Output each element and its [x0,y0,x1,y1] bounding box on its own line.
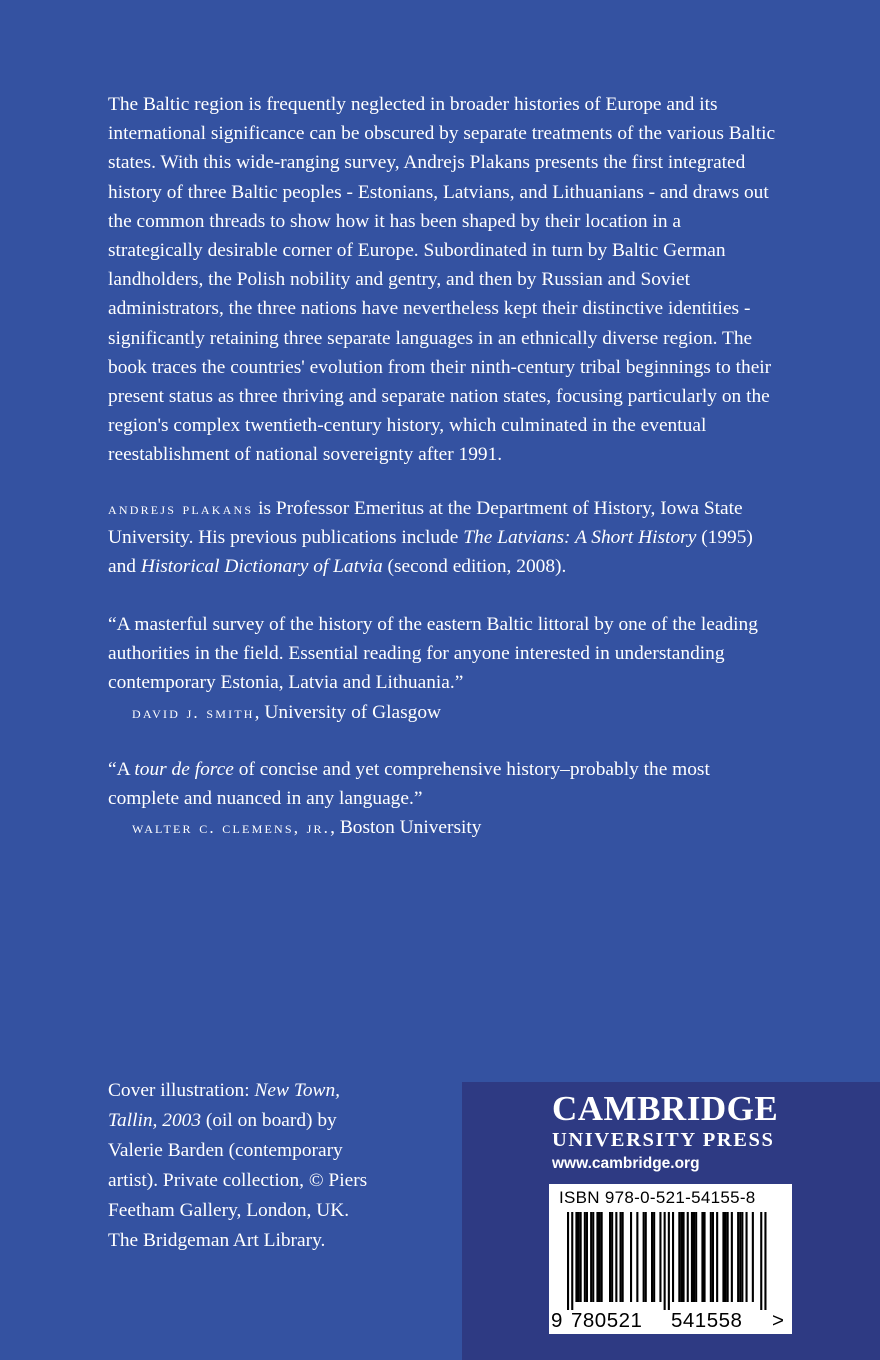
barcode-bar [739,1212,741,1302]
quote-text [108,755,780,813]
cover-credit [108,1076,368,1256]
bio-text-1: is Professor Emeritus at the Department of History, Iowa State University. His previous publications include [108,498,743,549]
barcode-bar [611,1212,613,1302]
barcode-lead-digit: 9 [551,1309,563,1332]
barcode-bar [586,1212,588,1302]
barcode-bar [668,1212,670,1310]
credit-artwork-title: New Town, Tallin, 2003 [108,1080,340,1131]
barcode-bars [549,1212,792,1310]
publisher-url: www.cambridge.org [552,1155,700,1172]
review-quote-1 [108,610,780,727]
publisher-panel [462,1082,880,1360]
barcode-bar [643,1212,645,1302]
quote-text: “A masterful survey of the history of the eastern Baltic littoral by one of the leading authorities in the field. Essential reading for anyone interested in understanding contemporary Estonia, Latvia and Lithuania.” [108,614,758,694]
barcode-bar [701,1212,703,1302]
credit-prefix: Cover illustration: [108,1080,255,1101]
barcode-bar [620,1212,622,1302]
isbn-barcode [549,1184,792,1334]
bio-title-1: The Latvians: A Short History [463,527,697,549]
quote-text-pre: “A [108,759,135,780]
barcode-bar [752,1212,754,1302]
barcode-bar [664,1212,666,1310]
barcode-bar [731,1212,733,1302]
barcode-bar [722,1212,724,1302]
barcode-bar [571,1212,573,1310]
quote-text-post: of concise and yet comprehensive history–probably the most complete and nuanced in any language.” [108,759,710,810]
barcode-arrow: > [772,1309,785,1332]
barcode-bar [716,1212,718,1302]
barcode-bar [590,1212,592,1302]
barcode-bar [746,1212,748,1302]
barcode-bar [760,1212,762,1310]
barcode-bar [592,1212,594,1302]
barcode-bar [599,1212,601,1302]
publisher-press: UNIVERSITY PRESS [552,1129,775,1151]
isbn-label: ISBN 978-0-521-54155-8 [559,1188,756,1207]
barcode-bar [659,1212,661,1302]
barcode-bar [693,1212,695,1302]
reviewer-name: walter c. clemens, jr. [132,818,331,838]
review-quote-2 [108,755,780,843]
barcode-bar [704,1212,706,1302]
barcode-bar [710,1212,712,1302]
bio-text-2: (1995) and [108,527,753,578]
reviewer-affiliation: , Boston University [330,817,482,839]
reviewer-affiliation: , University of Glasgow [254,701,442,723]
barcode-bar [580,1212,582,1302]
barcode-bar [727,1212,729,1302]
barcode-bar [596,1212,598,1302]
barcode-bar [680,1212,682,1302]
barcode-bar [578,1212,580,1302]
barcode-bar [672,1212,674,1302]
barcode-bar [584,1212,586,1302]
barcode-bar [687,1212,689,1302]
quote-attribution [108,698,780,727]
bio-text-3: (second edition, 2008). [382,556,567,578]
barcode-bar [764,1212,766,1310]
credit-details: (oil on board) by Valerie Barden (contemporary artist). Private collection, © Piers Feetham Gallery, London, UK. The Bridgeman Art Library. [108,1110,368,1251]
barcode-bar [683,1212,685,1302]
author-name: andrejs plakans [108,499,254,518]
barcode-bar [653,1212,655,1302]
barcode-bar [601,1212,603,1302]
barcode-bar [645,1212,647,1302]
barcode-bar [651,1212,653,1302]
barcode-bar [712,1212,714,1302]
quote-text-italic: tour de force [134,759,234,780]
barcode-bar [615,1212,617,1302]
publisher-name: CAMBRIDGE [552,1089,779,1128]
barcode-bar [609,1212,611,1302]
barcode-bar [622,1212,624,1302]
barcode-bar [725,1212,727,1302]
bio-title-2: Historical Dictionary of Latvia [140,556,383,578]
barcode-group-1: 780521 [571,1309,643,1332]
quote-attribution [108,813,780,842]
barcode-bar [630,1212,632,1302]
barcode-group-2: 541558 [671,1309,743,1332]
barcode-bar [695,1212,697,1302]
barcode-bar [575,1212,577,1302]
barcode-bar [678,1212,680,1302]
barcode-bar [636,1212,638,1302]
author-bio [108,494,780,582]
barcode-bar [737,1212,739,1302]
barcode-bar [691,1212,693,1302]
barcode-bar [741,1212,743,1302]
barcode-bar [567,1212,569,1310]
book-description: The Baltic region is frequently neglected in broader histories of Europe and its international significance can be obscured by separate treatments of the various Baltic states. With this wide-ranging survey, Andrejs Plakans presents the first integrated history of three Baltic peoples - Estonians, Latvians, and Lithuanians - and draws out the common threads to show how it has been shaped by their location in a strategically desirable corner of Europe. Subordinated in turn by Baltic German landholders, the Polish nobility and gentry, and then by Russian and Soviet administrators, the three nations have nevertheless kept their distinctive identities - significantly retaining three separate languages in an ethnically diverse region. The book traces the countries' evolution from their ninth-century tribal beginnings to their present status as three thriving and separate nation states, focusing particularly on the region's complex twentieth-century history, which culminated in the eventual reestablishment of national sovereignty after 1991. [108,94,776,466]
reviewer-name: david j. smith [132,702,255,722]
